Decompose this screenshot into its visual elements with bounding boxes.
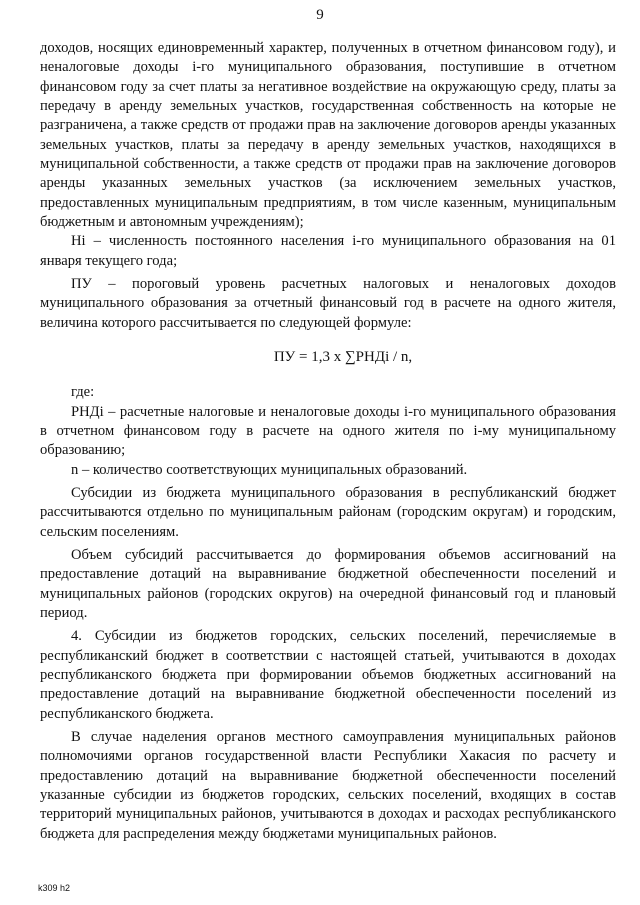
paragraph-subsidy-volume: Объем субсидий рассчитывается до формирования объемов ассигнований на предоставление дотаций на выравнивание бюджетной обеспеченности поселений и муниципальных районов (городских округов) на очередной финансовый год и плановый период. <box>40 546 616 621</box>
footer-code: k309 h2 <box>38 883 71 893</box>
paragraph-threshold-definition: ПУ – пороговый уровень расчетных налоговых и неналоговых доходов муниципального образования за отчетный финансовый год в расчете на одного жителя, величина которого рассчитывается по следующей формуле: <box>40 276 616 331</box>
paragraph-item-4: 4. Субсидии из бюджетов городских, сельских поселений, перечисляемые в республиканский бюджет в соответствии с настоящей статьей, учитываются в доходах республиканского бюджета при формировании объемов бюджетных ассигнований на предоставление дотаций на выравнивание бюджетной обеспеченности поселений из республиканского бюджета. <box>40 628 616 722</box>
paragraph-rnd-definition: РНДi – расчетные налоговые и неналоговые доходы i-го муниципального образования в отчетном финансовом году в расчете на одного жителя по i-му муниципальному образованию; <box>40 403 616 459</box>
paragraph-income-definition: доходов, носящих единовременный характер, полученных в отчетном финансовом году), и неналоговые доходы i-го муниципального образования, поступившие в отчетном финансовом году за счет платы за негативное воздействие на окружающую среду, платы за передачу в аренду земельных участков, государственная собственность на которые не разграничена, а также средств от продажи прав на заключение договоров аренды указанных земельных участков, платы за передачу в аренду земельных участков, находящихся в муниципальной собственности, а также средств от продажи прав на заключение договоров аренды указанных земельных участков (за исключением земельных участков, предоставленных муниципальным предприятиям, в том числе казенным, муниципальным бюджетным и автономным учреждениям); <box>40 40 616 231</box>
document-body <box>40 39 616 844</box>
threshold-formula: ПУ = 1,3 x ∑РНДi / n, <box>273 349 413 366</box>
paragraph-population-definition: Нi – численность постоянного населения i-го муниципального образования на 01 января текущего года; <box>40 233 616 269</box>
page-number: 9 <box>316 7 324 23</box>
paragraph-n-definition: n – количество соответствующих муниципальных образований. <box>71 461 468 478</box>
where-label: где: <box>71 384 95 401</box>
paragraph-delegation: В случае наделения органов местного самоуправления муниципальных районов полномочиями органов государственной власти Республики Хакасия по расчету и предоставлению дотаций на выравнивание бюджетной обеспеченности поселений указанные субсидии из бюджетов городских, сельских поселений, входящих в состав территорий муниципальных районов, учитываются в доходах и расходах республиканского бюджета для распределения между бюджетами муниципальных районов. <box>40 729 616 842</box>
paragraph-subsidies-calculation: Субсидии из бюджета муниципального образования в республиканский бюджет рассчитываются отдельно по муниципальным районам (городским округам) и городским, сельским поселениям. <box>40 484 616 540</box>
